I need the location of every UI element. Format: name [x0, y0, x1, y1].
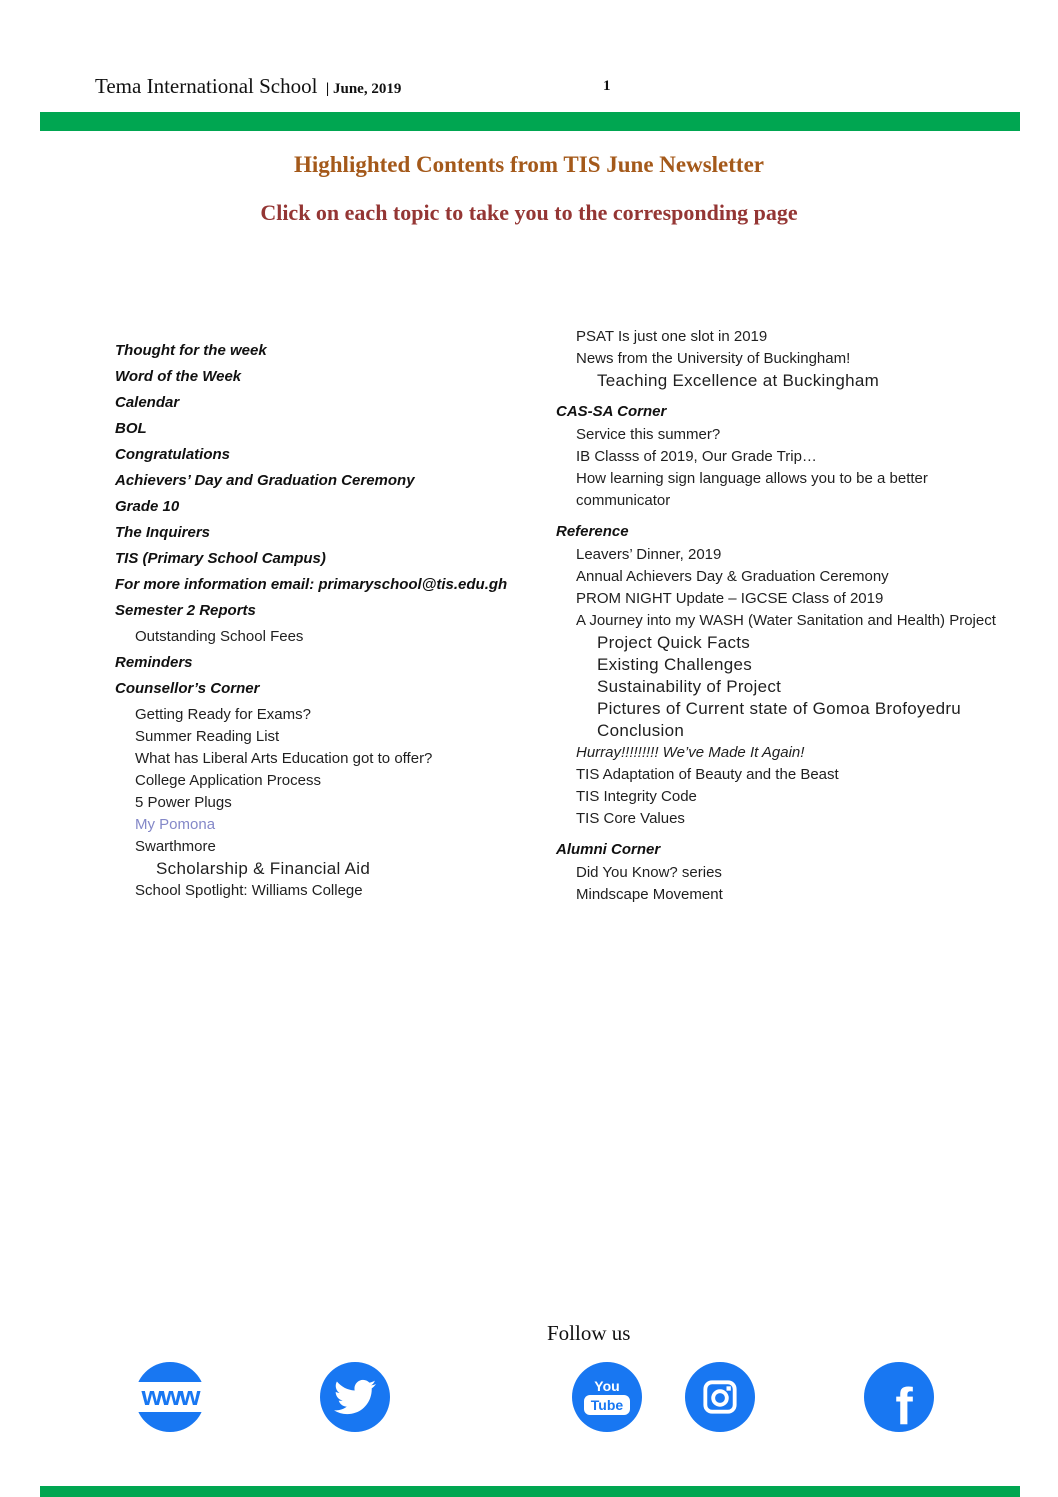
page-number: 1 — [603, 78, 611, 94]
twitter-bird-glyph — [334, 1376, 376, 1418]
facebook-icon[interactable] — [864, 1362, 934, 1437]
toc-item[interactable]: Counsellor’s Corner — [115, 680, 260, 697]
toc-item[interactable]: PROM NIGHT Update – IGCSE Class of 2019 — [576, 590, 884, 607]
toc-item[interactable]: Congratulations — [115, 446, 230, 463]
toc-item[interactable]: School Spotlight: Williams College — [135, 882, 363, 899]
toc-item[interactable]: Achievers’ Day and Graduation Ceremony — [115, 472, 415, 489]
toc-item[interactable]: How learning sign language allows you to be a better communicator — [576, 470, 928, 509]
toc-item[interactable]: A Journey into my WASH (Water Sanitation and Health) Project — [576, 612, 996, 629]
header-line — [95, 74, 401, 99]
toc-item[interactable]: TIS Integrity Code — [576, 788, 697, 805]
toc-item[interactable]: PSAT Is just one slot in 2019 — [576, 328, 768, 345]
toc-item[interactable]: 5 Power Plugs — [135, 794, 232, 811]
school-name: Tema International School — [95, 74, 318, 98]
www-band — [128, 1382, 212, 1412]
toc-item[interactable]: Annual Achievers Day & Graduation Ceremony — [576, 568, 889, 585]
toc-item[interactable]: TIS Core Values — [576, 810, 685, 827]
toc-item[interactable]: Alumni Corner — [556, 841, 661, 858]
www-icon[interactable] — [135, 1362, 205, 1432]
twitter-icon[interactable] — [320, 1362, 390, 1432]
toc-item[interactable]: Sustainability of Project — [597, 677, 782, 696]
toc-item[interactable]: IB Classs of 2019, Our Grade Trip… — [576, 448, 817, 465]
toc-item[interactable]: Existing Challenges — [597, 655, 753, 674]
bottom-divider-bar — [40, 1486, 1020, 1497]
toc-item[interactable]: For more information email: primaryschool@tis.edu.gh — [115, 576, 508, 593]
top-divider-bar — [40, 112, 1020, 131]
toc-item[interactable]: Pictures of Current state of Gomoa Brofoyedru — [597, 699, 962, 718]
youtube-tube-label: Tube — [584, 1395, 630, 1415]
toc-item[interactable]: Summer Reading List — [135, 728, 280, 745]
toc-right-column — [556, 326, 1001, 906]
toc-item[interactable]: Reference — [556, 523, 629, 540]
issue-date: | June, 2019 — [325, 81, 402, 97]
toc-item[interactable]: Scholarship & Financial Aid — [156, 859, 371, 878]
page-subtitle: Click on each topic to take you to the corresponding page — [260, 200, 798, 225]
toc-item[interactable]: What has Liberal Arts Education got to offer? — [135, 750, 433, 767]
toc-item[interactable]: CAS-SA Corner — [556, 403, 667, 420]
instagram-icon[interactable] — [685, 1362, 755, 1432]
youtube-you-label: You — [594, 1378, 620, 1394]
toc-item[interactable]: Thought for the week — [115, 342, 267, 359]
toc-item[interactable]: My Pomona — [135, 816, 216, 833]
toc-item[interactable]: Getting Ready for Exams? — [135, 706, 311, 723]
toc-item[interactable]: Word of the Week — [115, 368, 242, 385]
toc-item[interactable]: Conclusion — [597, 721, 685, 740]
toc-item[interactable]: Project Quick Facts — [597, 633, 751, 652]
toc-item[interactable]: Reminders — [115, 654, 193, 671]
instagram-camera-glyph — [700, 1377, 740, 1417]
page-title: Highlighted Contents from TIS June Newsletter — [293, 152, 764, 177]
youtube-icon[interactable] — [572, 1362, 642, 1432]
toc-item[interactable]: Teaching Excellence at Buckingham — [597, 371, 880, 390]
toc-item[interactable]: Leavers’ Dinner, 2019 — [576, 546, 722, 563]
toc-item[interactable]: Hurray!!!!!!!!! We’ve Made It Again! — [576, 744, 805, 761]
toc-item[interactable]: Grade 10 — [115, 498, 180, 515]
toc-left-column — [115, 336, 545, 902]
toc-item[interactable]: College Application Process — [135, 772, 321, 789]
toc-item[interactable]: Mindscape Movement — [576, 886, 723, 903]
toc-item[interactable]: BOL — [115, 420, 147, 437]
toc-item[interactable]: The Inquirers — [115, 524, 211, 541]
toc-item[interactable]: Semester 2 Reports — [115, 602, 256, 619]
toc-item[interactable]: Outstanding School Fees — [135, 628, 304, 645]
toc-item[interactable]: Did You Know? series — [576, 864, 722, 881]
toc-item[interactable]: Calendar — [115, 394, 180, 411]
toc-item[interactable]: TIS (Primary School Campus) — [115, 550, 326, 567]
facebook-f-glyph: f — [895, 1378, 913, 1437]
toc-item[interactable]: News from the University of Buckingham! — [576, 350, 851, 367]
toc-item[interactable]: Swarthmore — [135, 838, 216, 855]
www-label: www — [141, 1380, 199, 1411]
follow-us-label: Follow us — [547, 1321, 631, 1345]
toc-item[interactable]: TIS Adaptation of Beauty and the Beast — [576, 766, 839, 783]
toc-item[interactable]: Service this summer? — [576, 426, 721, 443]
